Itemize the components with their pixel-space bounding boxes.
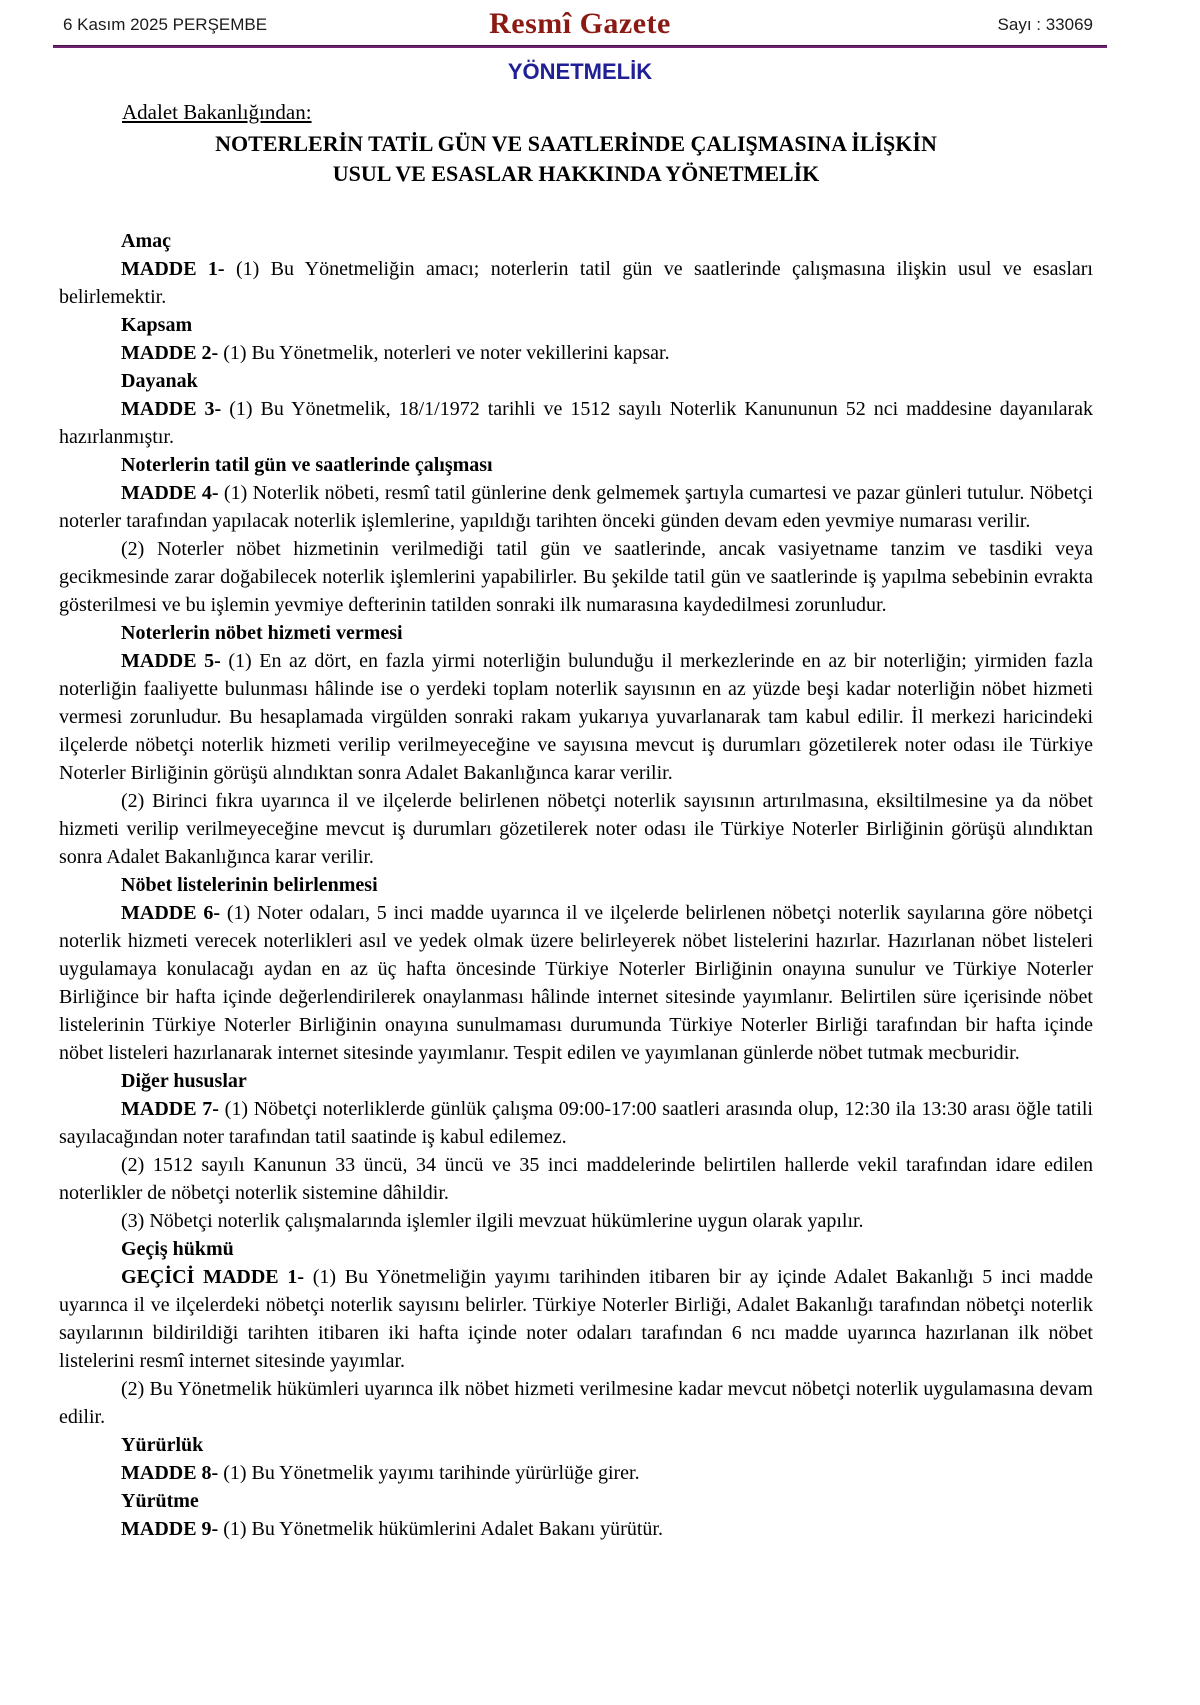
article-section-heading: Yürütme xyxy=(121,1490,199,1512)
article-number-label: MADDE 5- xyxy=(121,650,221,672)
article-body xyxy=(59,227,1093,1543)
article-number-label: MADDE 1- xyxy=(121,258,225,280)
article-paragraph: (2) Noterler nöbet hizmetinin verilmediği tatil gün ve saatlerinde, ancak vasiyetname tanzim ve tasdiki veya gecikmesinde zarar doğabilecek noterlik işlemlerini yapabilirler. Bu şekilde tatil gün ve saatlerinde iş yapılma sebebinin evrakta gösterilmesi ve bu işlemin yevmiye defterinin tatilden sonraki ilk numarasına kaydedilmesi zorunludur. xyxy=(59,538,1093,616)
article-number-label: MADDE 9- xyxy=(121,1518,219,1540)
document-body xyxy=(59,99,1093,1543)
regulation-title-line2: USUL VE ESASLAR HAKKINDA YÖNETMELİK xyxy=(332,161,820,186)
header-date: 6 Kasım 2025 PERŞEMBE xyxy=(63,15,268,34)
article-paragraph: MADDE 2- (1) Bu Yönetmelik, noterleri ve noter vekillerini kapsar. xyxy=(121,342,670,364)
article-number-label: MADDE 4- xyxy=(121,482,219,504)
article-section-heading: Amaç xyxy=(121,230,171,252)
article-paragraph: MADDE 6- (1) Noter odaları, 5 inci madde uyarınca il ve ilçelerde belirlenen nöbetçi noterlik sayılarına göre nöbetçi noterlik hizmeti verecek noterlikleri asıl ve yedek olmak üzere belirleyerek nöbet listelerini hazırlar. Hazırlanan nöbet listeleri uygulamaya konulacağı aydan en az üç hafta öncesinde Türkiye Noterler Birliğinin onayına sunulur ve Türkiye Noterler Birliğince bir hafta içinde değerlendirilerek onaylanması hâlinde internet sitesinde yayımlanır. Belirtilen süre içerisinde nöbet listelerinin Türkiye Noterler Birliğinin onayına sunulmaması durumunda Türkiye Noterler Birliği tarafından bir hafta içinde nöbet listeleri hazırlanarak internet sitesinde yayımlanır. Tespit edilen ve yayımlanan günlerde nöbet tutmak mecburidir. xyxy=(59,902,1093,1064)
article-paragraph: (2) Bu Yönetmelik hükümleri uyarınca ilk nöbet hizmeti verilmesine kadar mevcut nöbetçi noterlik uygulamasına devam edilir. xyxy=(59,1378,1093,1428)
article-section-heading: Noterlerin tatil gün ve saatlerinde çalışması xyxy=(121,454,493,476)
article-paragraph: (2) Birinci fıkra uyarınca il ve ilçelerde belirlenen nöbetçi noterlik sayısının artırılmasına, eksiltilmesine ya da nöbet hizmeti verilip verilmeyeceğine mevcut iş durumları gözetilerek noter odası ile Türkiye Noterler Birliğinin görüşü alındıktan sonra Adalet Bakanlığınca karar verilir. xyxy=(59,790,1093,868)
article-section-heading: Dayanak xyxy=(121,370,198,392)
article-paragraph: MADDE 4- (1) Noterlik nöbeti, resmî tatil günlerine denk gelmemek şartıyla cumartesi ve pazar günleri tutulur. Nöbetçi noterler tarafından yapılacak noterlik işlemlerine, yapıldığı tarihten önceki günden devam eden yevmiye numarası verilir. xyxy=(59,482,1093,532)
article-paragraph: MADDE 8- (1) Bu Yönetmelik yayımı tarihinde yürürlüğe girer. xyxy=(121,1462,640,1484)
article-paragraph: MADDE 5- (1) En az dört, en fazla yirmi noterliğin bulunduğu il merkezlerinde en az bir noterliğin; yirmiden fazla noterliğin faaliyette bulunması hâlinde ise o yerdeki toplam noterlik sayısının en az yüzde beşi kadar noterliğin nöbet hizmeti vermesi zorunludur. Bu hesaplamada virgülden sonraki rakam yukarıya yuvarlanarak tam kabul edilir. İl merkezi haricindeki ilçelerde nöbetçi noterlik hizmeti verilip verilmeyeceğine ve sayısına mevcut iş durumları gözetilerek noter odası ile Türkiye Noterler Birliğinin görüşü alındıktan sonra Adalet Bakanlığınca karar verilir. xyxy=(59,650,1093,784)
header-issue-number: Sayı : 33069 xyxy=(997,15,1093,34)
regulation-title xyxy=(59,129,1093,189)
article-paragraph: MADDE 3- (1) Bu Yönetmelik, 18/1/1972 tarihli ve 1512 sayılı Noterlik Kanununun 52 nci maddesine dayanılarak hazırlanmıştır. xyxy=(59,398,1093,448)
article-number-label: MADDE 2- xyxy=(121,342,219,364)
article-paragraph: MADDE 9- (1) Bu Yönetmelik hükümlerini Adalet Bakanı yürütür. xyxy=(121,1518,663,1540)
article-paragraph: MADDE 1- (1) Bu Yönetmeliğin amacı; noterlerin tatil gün ve saatlerinde çalışmasına ilişkin usul ve esasları belirlemektir. xyxy=(59,258,1093,308)
article-number-label: MADDE 6- xyxy=(121,902,221,924)
article-section-heading: Diğer hususlar xyxy=(121,1070,247,1092)
article-number-label: GEÇİCİ MADDE 1- xyxy=(121,1266,305,1288)
article-paragraph: (2) 1512 sayılı Kanunun 33 üncü, 34 üncü ve 35 inci maddelerinde belirtilen hallerde vekil tarafından idare edilen noterlikler de nöbetçi noterlik sistemine dâhildir. xyxy=(59,1154,1093,1204)
article-section-heading: Kapsam xyxy=(121,314,193,336)
article-section-heading: Yürürlük xyxy=(121,1434,204,1456)
article-number-label: MADDE 8- xyxy=(121,1462,219,1484)
gazette-masthead: Resmî Gazete xyxy=(489,7,671,40)
regulation-title-line1: NOTERLERİN TATİL GÜN VE SAATLERİNDE ÇALIŞMASINA İLİŞKİN xyxy=(215,131,937,156)
article-number-label: MADDE 7- xyxy=(121,1098,219,1120)
article-section-heading: Geçiş hükmü xyxy=(121,1238,234,1260)
article-section-heading: Noterlerin nöbet hizmeti vermesi xyxy=(121,622,403,644)
article-paragraph: MADDE 7- (1) Nöbetçi noterliklerde günlük çalışma 09:00-17:00 saatleri arasında olup, 12:30 ila 13:30 arası öğle tatili sayılacağından noter tarafından tatil saatinde iş kabul edilemez. xyxy=(59,1098,1093,1148)
header-divider xyxy=(53,45,1107,48)
issuing-authority: Adalet Bakanlığından: xyxy=(122,100,312,124)
article-number-label: MADDE 3- xyxy=(121,398,222,420)
article-paragraph: (3) Nöbetçi noterlik çalışmalarında işlemler ilgili mevzuat hükümlerine uygun olarak yapılır. xyxy=(121,1210,864,1232)
article-paragraph: GEÇİCİ MADDE 1- (1) Bu Yönetmeliğin yayımı tarihinden itibaren bir ay içinde Adalet Bakanlığı 5 inci madde uyarınca il ve ilçelerdeki nöbetçi noterlik sayısını belirler. Türkiye Noterler Birliği, Adalet Bakanlığı tarafından nöbetçi noterlik sayılarının bildirildiği tarihten itibaren iki hafta içinde noter odaları tarafından 6 ncı madde uyarınca hazırlanan ilk nöbet listelerini resmî internet sitesinde yayımlar. xyxy=(59,1266,1093,1372)
article-section-heading: Nöbet listelerinin belirlenmesi xyxy=(121,874,378,896)
section-heading: YÖNETMELİK xyxy=(507,59,653,84)
